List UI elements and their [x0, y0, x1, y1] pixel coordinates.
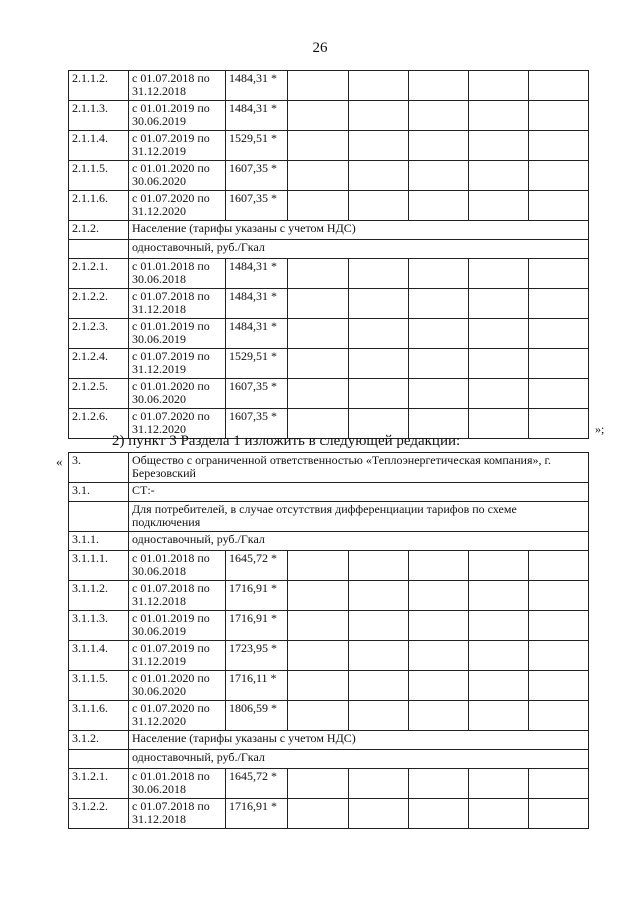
period-line: 30.06.2019	[132, 332, 186, 346]
empty-cell	[409, 671, 469, 701]
row-number	[69, 240, 129, 259]
period-line: с 01.07.2020 по	[132, 409, 210, 423]
tariff-value: 1716,91 *	[226, 799, 288, 829]
tariff-value: 1607,35 *	[226, 409, 288, 439]
row-number: 3.1.1.4.	[69, 641, 129, 671]
period-line: с 01.07.2018 по	[132, 289, 210, 303]
row-number: 3.1.2.	[69, 731, 129, 750]
period-cell	[129, 551, 226, 581]
period-line: 31.12.2019	[132, 362, 186, 376]
empty-cell	[469, 161, 529, 191]
row-number: 2.1.1.3.	[69, 101, 129, 131]
section-text: Для потребителей, в случае отсутствия дифференциации тарифов по схеме подключения	[129, 502, 589, 532]
table-row	[69, 581, 589, 611]
empty-cell	[349, 319, 409, 349]
period-cell	[129, 289, 226, 319]
empty-cell	[409, 701, 469, 731]
table-row	[69, 161, 589, 191]
empty-cell	[409, 131, 469, 161]
empty-cell	[529, 611, 589, 641]
empty-cell	[288, 379, 349, 409]
period-line: с 01.07.2020 по	[132, 701, 210, 715]
period-line: с 01.07.2019 по	[132, 641, 210, 655]
period-line: с 01.07.2019 по	[132, 349, 210, 363]
empty-cell	[469, 611, 529, 641]
period-line: с 01.01.2018 по	[132, 769, 210, 783]
period-line: 30.06.2020	[132, 174, 186, 188]
empty-cell	[409, 191, 469, 221]
period-line: с 01.07.2020 по	[132, 191, 210, 205]
period-line: с 01.01.2020 по	[132, 671, 210, 685]
table-row	[69, 289, 589, 319]
row-number: 3.1.2.2.	[69, 799, 129, 829]
empty-cell	[409, 379, 469, 409]
period-line: с 01.07.2019 по	[132, 131, 210, 145]
empty-cell	[469, 671, 529, 701]
empty-cell	[469, 379, 529, 409]
empty-cell	[349, 701, 409, 731]
empty-cell	[409, 349, 469, 379]
empty-cell	[529, 131, 589, 161]
table-section-row	[69, 453, 589, 483]
empty-cell	[529, 551, 589, 581]
tariff-value: 1716,91 *	[226, 611, 288, 641]
empty-cell	[469, 71, 529, 101]
empty-cell	[349, 131, 409, 161]
row-number: 3.1.1.	[69, 532, 129, 551]
row-number: 2.1.2.1.	[69, 259, 129, 289]
period-line: 31.12.2018	[132, 84, 186, 98]
empty-cell	[288, 349, 349, 379]
row-number: 2.1.2.6.	[69, 409, 129, 439]
empty-cell	[469, 191, 529, 221]
table-row	[69, 101, 589, 131]
row-number: 2.1.1.2.	[69, 71, 129, 101]
table-row	[69, 319, 589, 349]
opening-quote: «	[56, 454, 63, 469]
table-row	[69, 641, 589, 671]
empty-cell	[529, 409, 589, 439]
empty-cell	[469, 101, 529, 131]
period-line: с 01.01.2020 по	[132, 379, 210, 393]
empty-cell	[349, 71, 409, 101]
tariff-value: 1484,31 *	[226, 101, 288, 131]
row-number: 3.1.1.2.	[69, 581, 129, 611]
empty-cell	[469, 319, 529, 349]
table-row	[69, 701, 589, 731]
empty-cell	[469, 581, 529, 611]
period-cell	[129, 769, 226, 799]
empty-cell	[288, 769, 349, 799]
period-cell	[129, 101, 226, 131]
empty-cell	[529, 671, 589, 701]
empty-cell	[288, 671, 349, 701]
period-line: 31.12.2020	[132, 714, 186, 728]
empty-cell	[288, 161, 349, 191]
empty-cell	[288, 611, 349, 641]
row-number: 2.1.2.4.	[69, 349, 129, 379]
tariff-value: 1484,31 *	[226, 71, 288, 101]
table-row	[69, 799, 589, 829]
empty-cell	[288, 641, 349, 671]
empty-cell	[469, 551, 529, 581]
empty-cell	[529, 101, 589, 131]
empty-cell	[409, 71, 469, 101]
empty-cell	[349, 769, 409, 799]
empty-cell	[288, 191, 349, 221]
row-number: 2.1.1.6.	[69, 191, 129, 221]
empty-cell	[529, 191, 589, 221]
empty-cell	[288, 289, 349, 319]
period-line: 31.12.2020	[132, 422, 186, 436]
section-text: одноставочный, руб./Гкал	[129, 240, 589, 259]
table-row	[69, 71, 589, 101]
row-number: 2.1.2.	[69, 221, 129, 240]
tariff-value: 1484,31 *	[226, 259, 288, 289]
row-number: 3.1.2.1.	[69, 769, 129, 799]
period-cell	[129, 641, 226, 671]
empty-cell	[529, 161, 589, 191]
period-line: с 01.01.2018 по	[132, 259, 210, 273]
table-section-row	[69, 502, 589, 532]
empty-cell	[529, 581, 589, 611]
empty-cell	[349, 259, 409, 289]
period-line: 30.06.2019	[132, 114, 186, 128]
row-number: 2.1.2.3.	[69, 319, 129, 349]
section-text: Население (тарифы указаны с учетом НДС)	[129, 731, 589, 750]
empty-cell	[469, 409, 529, 439]
empty-cell	[409, 581, 469, 611]
period-line: с 01.01.2018 по	[132, 551, 210, 565]
row-number: 3.1.1.1.	[69, 551, 129, 581]
tariff-value: 1645,72 *	[226, 769, 288, 799]
period-cell	[129, 671, 226, 701]
period-line: с 01.07.2018 по	[132, 581, 210, 595]
period-cell	[129, 259, 226, 289]
period-line: 30.06.2019	[132, 624, 186, 638]
period-line: 31.12.2019	[132, 654, 186, 668]
section-text: Население (тарифы указаны с учетом НДС)	[129, 221, 589, 240]
period-line: 30.06.2018	[132, 272, 186, 286]
row-number: 3.1.1.3.	[69, 611, 129, 641]
tariff-value: 1607,35 *	[226, 379, 288, 409]
empty-cell	[469, 259, 529, 289]
empty-cell	[288, 131, 349, 161]
empty-cell	[409, 799, 469, 829]
empty-cell	[469, 349, 529, 379]
table-row	[69, 259, 589, 289]
row-number	[69, 502, 129, 532]
period-cell	[129, 319, 226, 349]
empty-cell	[349, 551, 409, 581]
table-row	[69, 671, 589, 701]
section-text: СТ:-	[129, 483, 589, 502]
table-section-row	[69, 750, 589, 769]
period-cell	[129, 611, 226, 641]
row-number	[69, 750, 129, 769]
row-number: 2.1.2.2.	[69, 289, 129, 319]
row-number: 3.	[69, 453, 129, 483]
empty-cell	[529, 289, 589, 319]
page-number: 26	[312, 40, 328, 56]
period-line: 31.12.2020	[132, 204, 186, 218]
empty-cell	[288, 701, 349, 731]
period-cell	[129, 701, 226, 731]
period-line: с 01.07.2018 по	[132, 71, 210, 85]
tariff-value: 1529,51 *	[226, 131, 288, 161]
empty-cell	[349, 799, 409, 829]
empty-cell	[288, 319, 349, 349]
table-section-row	[69, 483, 589, 502]
tariff-value: 1529,51 *	[226, 349, 288, 379]
empty-cell	[409, 769, 469, 799]
period-line: с 01.01.2019 по	[132, 101, 210, 115]
table-row	[69, 769, 589, 799]
empty-cell	[469, 131, 529, 161]
period-line: 30.06.2020	[132, 392, 186, 406]
tariff-table-section-2	[68, 70, 589, 439]
tariff-value: 1716,91 *	[226, 581, 288, 611]
empty-cell	[349, 581, 409, 611]
empty-cell	[469, 769, 529, 799]
empty-cell	[409, 289, 469, 319]
empty-cell	[529, 71, 589, 101]
period-line: 31.12.2018	[132, 302, 186, 316]
period-line: с 01.07.2018 по	[132, 799, 210, 813]
period-line: с 01.01.2019 по	[132, 319, 210, 333]
empty-cell	[288, 581, 349, 611]
period-line: 30.06.2018	[132, 782, 186, 796]
table-row	[69, 611, 589, 641]
empty-cell	[469, 799, 529, 829]
empty-cell	[349, 611, 409, 641]
tariff-value: 1607,35 *	[226, 161, 288, 191]
empty-cell	[409, 611, 469, 641]
period-cell	[129, 349, 226, 379]
empty-cell	[529, 641, 589, 671]
tariff-value: 1607,35 *	[226, 191, 288, 221]
period-cell	[129, 131, 226, 161]
tariff-value: 1484,31 *	[226, 289, 288, 319]
period-line: с 01.01.2020 по	[132, 161, 210, 175]
row-number: 2.1.1.4.	[69, 131, 129, 161]
period-cell	[129, 379, 226, 409]
tariff-value: 1723,95 *	[226, 641, 288, 671]
period-cell	[129, 71, 226, 101]
empty-cell	[349, 191, 409, 221]
empty-cell	[409, 551, 469, 581]
row-number: 3.1.	[69, 483, 129, 502]
table-row	[69, 349, 589, 379]
empty-cell	[349, 101, 409, 131]
table-row	[69, 131, 589, 161]
empty-cell	[349, 379, 409, 409]
empty-cell	[529, 769, 589, 799]
closing-quote: »;	[595, 422, 605, 436]
period-line: 30.06.2020	[132, 684, 186, 698]
tariff-value: 1806,59 *	[226, 701, 288, 731]
table-section-row	[69, 532, 589, 551]
amendment-heading: 2) пункт 3 Раздела 1 изложить в следующей редакции:	[112, 433, 461, 449]
empty-cell	[529, 319, 589, 349]
tariff-value: 1484,31 *	[226, 319, 288, 349]
empty-cell	[469, 289, 529, 319]
empty-cell	[288, 259, 349, 289]
table-row	[69, 191, 589, 221]
empty-cell	[409, 259, 469, 289]
row-number: 2.1.2.5.	[69, 379, 129, 409]
period-line: с 01.01.2019 по	[132, 611, 210, 625]
row-number: 3.1.1.5.	[69, 671, 129, 701]
period-cell	[129, 161, 226, 191]
period-line: 31.12.2018	[132, 594, 186, 608]
period-line: 31.12.2019	[132, 144, 186, 158]
table-section-row	[69, 731, 589, 750]
period-cell	[129, 191, 226, 221]
empty-cell	[469, 641, 529, 671]
empty-cell	[288, 799, 349, 829]
empty-cell	[409, 101, 469, 131]
empty-cell	[529, 349, 589, 379]
empty-cell	[529, 701, 589, 731]
section-text: одноставочный, руб./Гкал	[129, 750, 589, 769]
empty-cell	[349, 349, 409, 379]
empty-cell	[409, 319, 469, 349]
empty-cell	[288, 101, 349, 131]
empty-cell	[529, 799, 589, 829]
empty-cell	[288, 551, 349, 581]
period-line: 30.06.2018	[132, 564, 186, 578]
empty-cell	[529, 379, 589, 409]
period-line: 31.12.2018	[132, 812, 186, 826]
empty-cell	[349, 289, 409, 319]
empty-cell	[349, 671, 409, 701]
period-cell	[129, 581, 226, 611]
tariff-table-section-3	[68, 452, 589, 829]
empty-cell	[349, 161, 409, 191]
tariff-value: 1645,72 *	[226, 551, 288, 581]
row-number: 2.1.1.5.	[69, 161, 129, 191]
empty-cell	[469, 701, 529, 731]
table-row	[69, 551, 589, 581]
row-number: 3.1.1.6.	[69, 701, 129, 731]
table-section-row	[69, 240, 589, 259]
table-row	[69, 379, 589, 409]
section-text: Общество с ограниченной ответственностью «Теплоэнергетическая компания», г. Березовский	[129, 453, 589, 483]
empty-cell	[409, 641, 469, 671]
empty-cell	[409, 161, 469, 191]
empty-cell	[288, 71, 349, 101]
tariff-value: 1716,11 *	[226, 671, 288, 701]
empty-cell	[349, 641, 409, 671]
empty-cell	[529, 259, 589, 289]
section-text: одноставочный, руб./Гкал	[129, 532, 589, 551]
table-section-row	[69, 221, 589, 240]
period-cell	[129, 799, 226, 829]
